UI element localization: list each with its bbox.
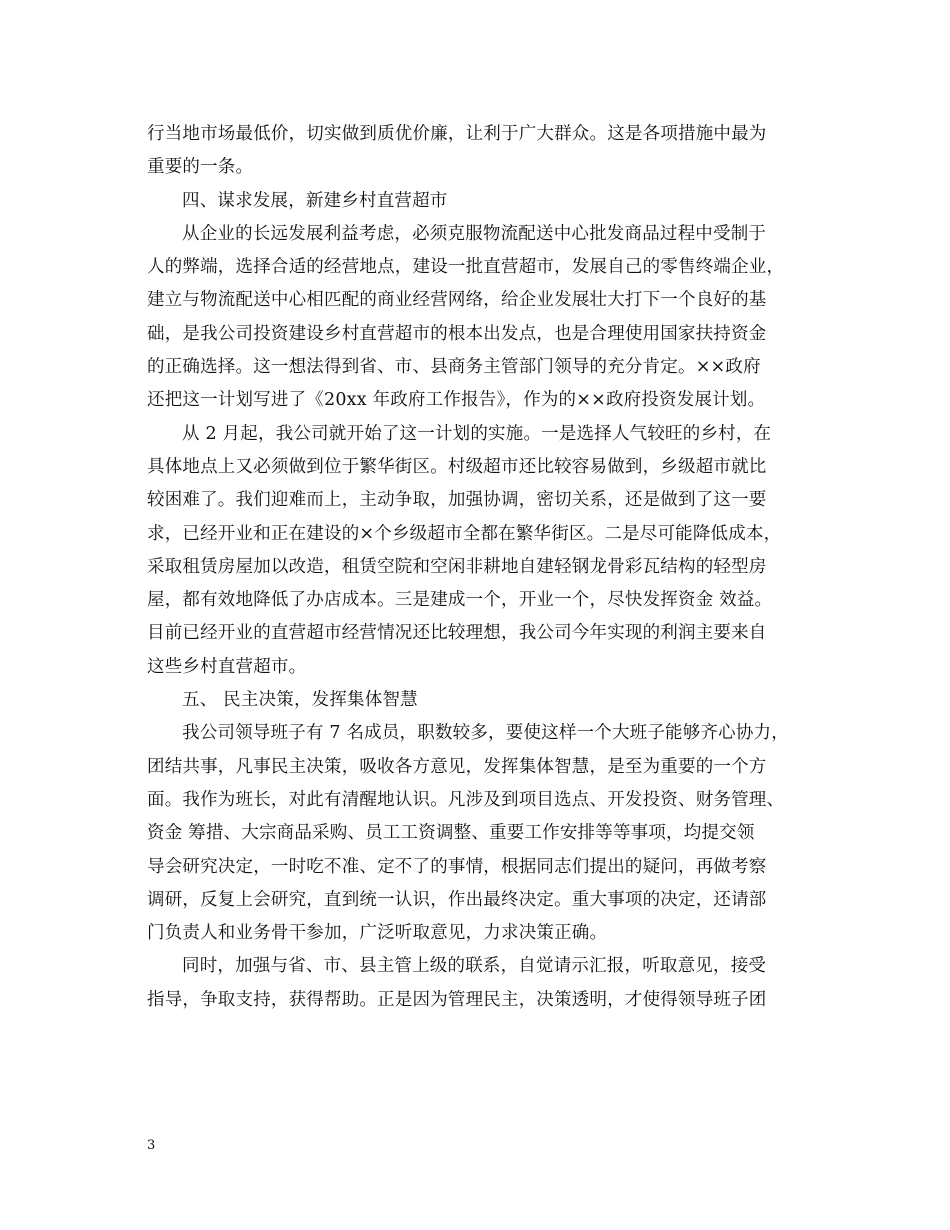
page-number: 3	[147, 1138, 156, 1153]
section-heading: 四、谋求发展，新建乡村直营超市	[182, 190, 448, 211]
text-line: 采取租赁房屋加以改造，租赁空院和空闲非耕地自建轻钢龙骨彩瓦结构的轻型房	[147, 556, 767, 577]
text-line: 指导，争取支持，获得帮助。正是因为管理民主，决策透明，才使得领导班子团	[147, 989, 767, 1010]
text-line: 资金 筹措、大宗商品采购、员工工资调整、重要工作安排等等事项，均提交领	[147, 823, 755, 844]
text-line: 还把这一计划写进了《20xx 年政府工作报告》，作为的××政府投资发展计划。	[147, 390, 766, 411]
text-line: 目前已经开业的直营超市经营情况还比较理想，我公司今年实现的利润主要来自	[147, 623, 767, 644]
text-line: 从 2 月起，我公司就开始了这一计划的实施。一是选择人气较旺的乡村，在	[182, 423, 772, 444]
text-line: 调研，反复上会研究，直到统一认识，作出最终决定。重大事项的决定，还请部	[147, 889, 767, 910]
text-line: 这些乡村直营超市。	[147, 656, 307, 677]
text-line: 屋，都有效地降低了办店成本。三是建成一个，开业一个，尽快发挥资金 效益。	[147, 590, 773, 611]
text-line: 具体地点上又必须做到位于繁华街区。村级超市还比较容易做到，乡级超市就比	[147, 456, 767, 477]
text-line: 建立与物流配送中心相匹配的商业经营网络，给企业发展壮大打下一个良好的基	[147, 290, 767, 311]
text-line: 的正确选择。这一想法得到省、市、县商务主管部门领导的充分肯定。××政府	[147, 357, 761, 378]
text-line: 面。我作为班长，对此有清醒地认识。凡涉及到项目选点、开发投资、财务管理、	[147, 789, 785, 810]
text-line: 较困难了。我们迎难而上，主动争取，加强协调，密切关系，还是做到了这一要	[147, 490, 767, 511]
text-line: 求，已经开业和正在建设的×个乡级超市全都在繁华街区。二是尽可能降低成本，	[147, 523, 782, 544]
text-line: 础，是我公司投资建设乡村直营超市的根本出发点，也是合理使用国家扶持资金	[147, 323, 767, 344]
text-line: 同时，加强与省、市、县主管上级的联系，自觉请示汇报，听取意见，接受	[182, 956, 767, 977]
text-line: 从企业的长远发展利益考虑，必须克服物流配送中心批发商品过程中受制于	[182, 223, 767, 244]
text-line: 门负责人和业务骨干参加，广泛听取意见，力求决策正确。	[147, 923, 608, 944]
text-line: 团结共事，凡事民主决策，吸收各方意见，发挥集体智慧，是至为重要的一个方	[147, 756, 767, 777]
text-line: 人的弊端，选择合适的经营地点，建设一批直营超市，发展自己的零售终端企业，	[147, 257, 785, 278]
section-heading: 五、 民主决策，发挥集体智慧	[182, 690, 418, 711]
text-line: 我公司领导班子有 7 名成员，职数较多，要使这样一个大班子能够齐心协力，	[182, 723, 789, 744]
body-text	[147, 118, 807, 1017]
text-line: 行当地市场最低价，切实做到质优价廉，让利于广大群众。这是各项措施中最为	[147, 124, 767, 144]
text-line: 导会研究决定，一时吃不准、定不了的事情，根据同志们提出的疑问，再做考察	[147, 856, 767, 877]
text-line: 重要的一条。	[147, 157, 254, 178]
